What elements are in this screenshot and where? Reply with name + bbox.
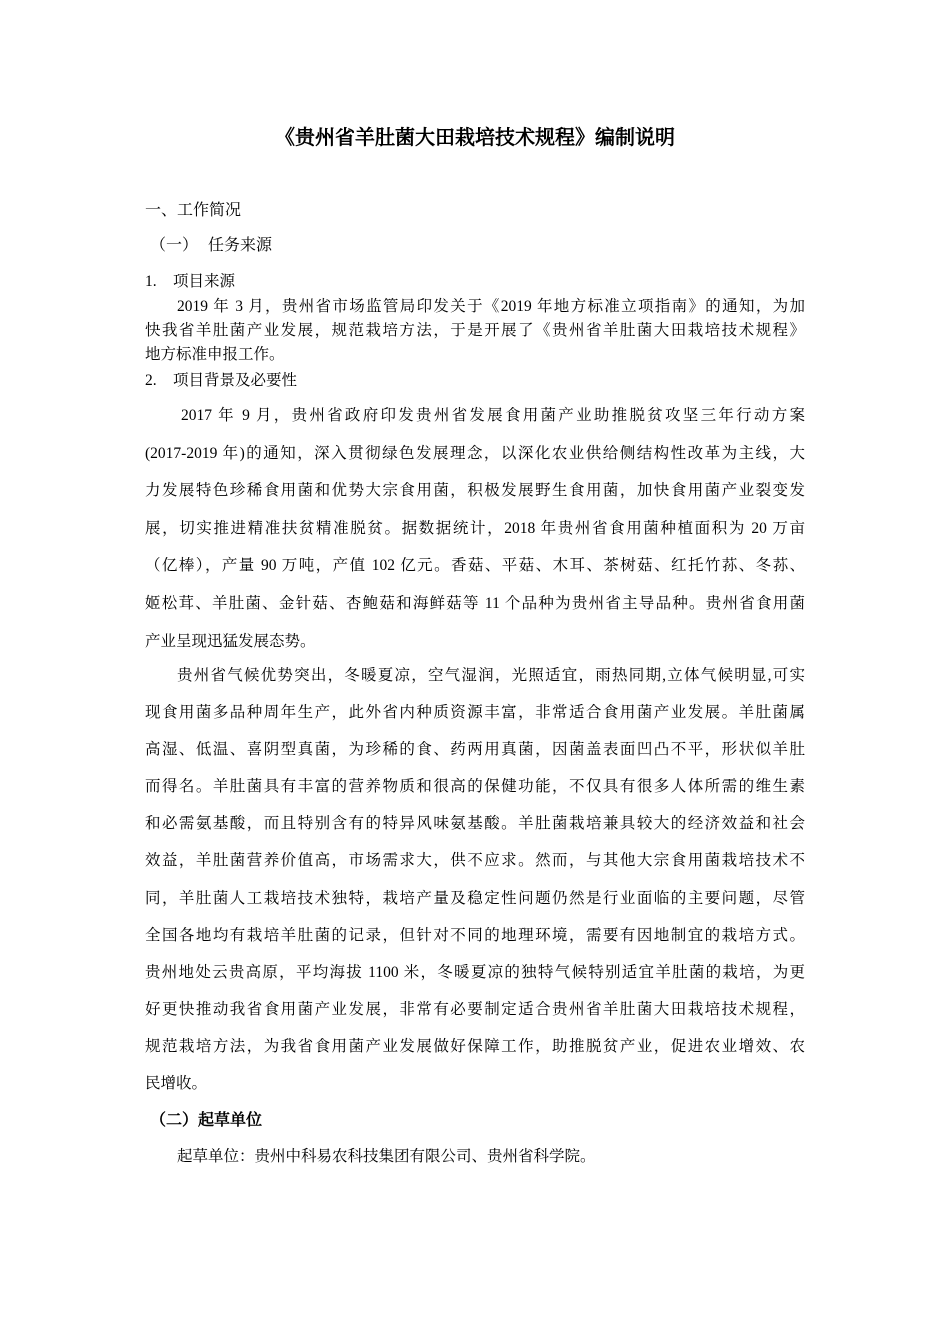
paragraph-necessity — [145, 664, 805, 1109]
paragraph-line: 全国各地均有栽培羊肚菌的记录，但针对不同的地理环境，需要有因地制宜的栽培方式。 — [145, 926, 805, 944]
paragraph-line: 力发展特色珍稀食用菌和优势大宗食用菌，积极发展野生食用菌，加快食用菌产业裂变发 — [145, 482, 805, 500]
document-title: 《贵州省羊肚菌大田栽培技术规程》编制说明 — [275, 127, 675, 149]
paragraph-line: 而得名。羊肚菌具有丰富的营养物质和很高的保健功能，不仅具有很多人体所需的维生素 — [145, 778, 805, 796]
paragraph-line: 现食用菌多品种周年生产，此外省内种质资源丰富，非常适合食用菌产业发展。羊肚菌属 — [145, 704, 805, 722]
paragraph-line: 贵州地处云贵高原，平均海拔 1100 米，冬暖夏凉的独特气候特别适宜羊肚菌的栽培，为更 — [145, 963, 805, 981]
paragraph-line: 贵州省气候优势突出，冬暖夏凉，空气湿润，光照适宜，雨热同期,立体气候明显,可实 — [177, 667, 805, 684]
item-number: 2. — [145, 372, 157, 389]
paragraph-line: 和必需氨基酸，而且特别含有的特异风味氨基酸。羊肚菌栽培兼具较大的经济效益和社会 — [145, 815, 805, 833]
paragraph-line: 2019 年 3 月，贵州省市场监管局印发关于《2019 年地方标准立项指南》的通知，为加 — [177, 298, 805, 315]
paragraph-line: 好更快推动我省食用菌产业发展，非常有必要制定适合贵州省羊肚菌大田栽培技术规程， — [145, 1000, 805, 1018]
paragraph-line: 效益，羊肚菌营养价值高，市场需求大，供不应求。然而，与其他大宗食用菌栽培技术不 — [145, 852, 805, 870]
subsection-heading-task-source — [150, 235, 272, 257]
paragraph-line: (2017-2019 年)的通知，深入贯彻绿色发展理念，以深化农业供给侧结构性改革为主线，大 — [145, 444, 805, 462]
paragraph-line: 同，羊肚菌人工栽培技术独特，栽培产量及稳定性问题仍然是行业面临的主要问题，尽管 — [145, 889, 805, 907]
item-label: 项目背景及必要性 — [173, 372, 298, 389]
paragraph-line: 地方标准申报工作。 — [145, 346, 285, 363]
paragraph-drafting-unit: 起草单位：贵州中科易农科技集团有限公司、贵州省科学院。 — [177, 1148, 596, 1165]
paragraph-line: 产业呈现迅猛发展态势。 — [145, 632, 316, 650]
subsection-heading-drafting-unit: （二）起草单位 — [150, 1112, 263, 1129]
paragraph-project-source — [145, 295, 805, 367]
paragraph-line: 民增收。 — [145, 1075, 208, 1093]
paragraph-line: （亿棒），产量 90 万吨，产值 102 亿元。香菇、平菇、木耳、茶树菇、红托竹荪、冬荪、 — [145, 557, 805, 575]
paragraph-line: 快我省羊肚菌产业发展，规范栽培方法，于是开展了《贵州省羊肚菌大田栽培技术规程》 — [145, 322, 805, 339]
paragraph-background — [145, 404, 805, 667]
list-item-project-background — [145, 370, 297, 392]
subsection-label: 任务来源 — [208, 237, 273, 254]
subsection-number: （一） — [150, 237, 199, 254]
list-item-project-source — [145, 271, 235, 293]
item-label: 项目来源 — [173, 273, 236, 290]
paragraph-line: 规范栽培方法，为我省食用菌产业发展做好保障工作，助推脱贫产业，促进农业增效、农 — [145, 1037, 805, 1055]
section-heading-work-overview: 一、工作简况 — [145, 202, 242, 219]
item-number: 1. — [145, 273, 157, 290]
paragraph-line: 展，切实推进精准扶贫精准脱贫。据数据统计，2018 年贵州省食用菌种植面积为 20 万亩 — [145, 519, 805, 537]
paragraph-line: 高湿、低温、喜阴型真菌，为珍稀的食、药两用真菌，因菌盖表面凹凸不平，形状似羊肚 — [145, 741, 805, 759]
paragraph-line: 姬松茸、羊肚菌、金针菇、杏鲍菇和海鲜菇等 11 个品种为贵州省主导品种。贵州省食用菌 — [145, 594, 805, 612]
paragraph-line: 2017 年 9 月，贵州省政府印发贵州省发展食用菌产业助推脱贫攻坚三年行动方案 — [181, 407, 805, 424]
